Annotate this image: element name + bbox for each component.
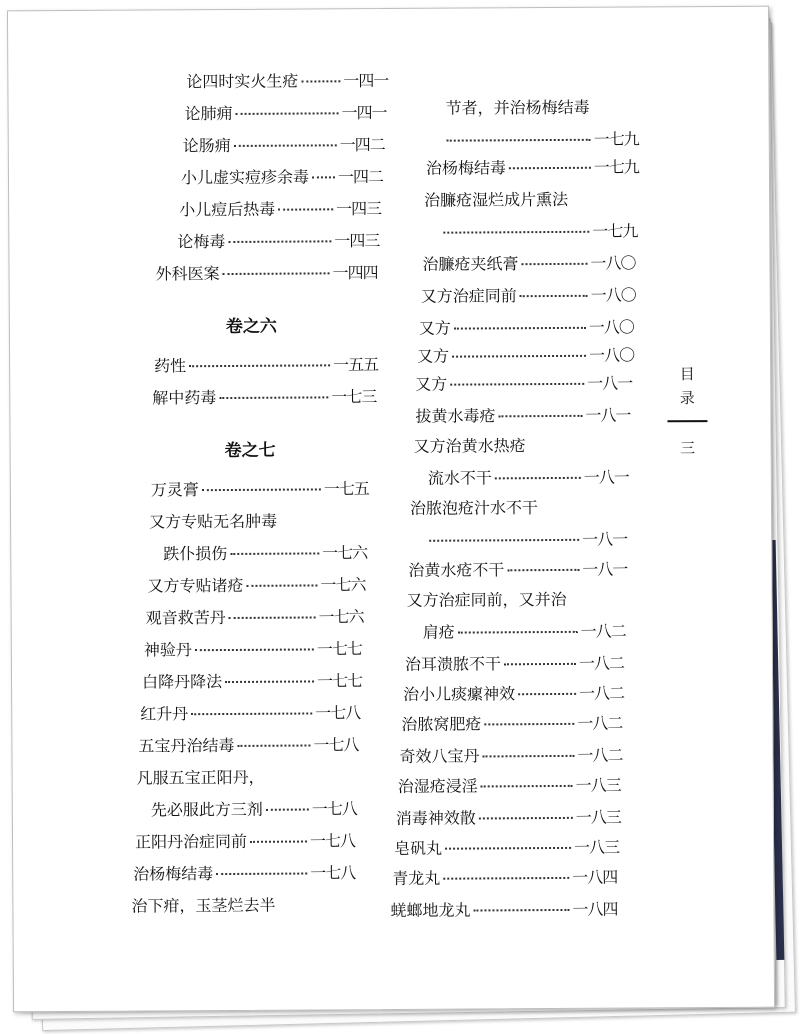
toc-entry[interactable] [415, 374, 632, 395]
toc-entry-page: 一七八 [309, 831, 356, 851]
toc-entry[interactable] [147, 575, 365, 596]
leader-dots [229, 616, 316, 619]
toc-entry-title: 观音救苦丹 [145, 608, 226, 628]
leader-dots [250, 841, 307, 843]
toc-entry[interactable] [138, 735, 358, 756]
toc-entry-title: 跌仆损伤 [163, 544, 228, 564]
toc-entry-title: 拔黄水毒疮 [415, 406, 496, 426]
toc-entry-title: 皂矾丸 [394, 838, 443, 858]
toc-entry-page: 一八一 [582, 559, 628, 579]
leader-dots [223, 272, 330, 275]
toc-entry[interactable] [399, 746, 622, 767]
toc-entry[interactable] [414, 436, 631, 457]
toc-entry-title: 解中药毒 [152, 388, 217, 408]
toc-entry[interactable] [410, 498, 629, 519]
toc-entry[interactable] [394, 838, 619, 859]
toc-entry-title: 又方 [418, 318, 451, 338]
toc-entry-title: 治下疳，玉茎烂去半 [131, 895, 276, 916]
toc-entry-title: 又方 [417, 346, 450, 366]
toc-entry-title: 白降丹降法 [141, 672, 223, 692]
toc-entry-page: 一七八 [311, 799, 357, 819]
leader-dots [507, 569, 579, 571]
toc-entry-title: 又方 [415, 374, 448, 394]
leader-dots [189, 364, 330, 367]
leader-dots [429, 539, 579, 542]
toc-entry-title: 论肺痈 [184, 103, 233, 124]
toc-entry-continuation[interactable] [444, 129, 639, 150]
toc-entry-page: 一四一 [341, 103, 387, 123]
toc-entry-title: 治杨梅结毒 [133, 864, 214, 884]
leader-dots [479, 817, 573, 820]
toc-entry[interactable] [403, 684, 624, 705]
toc-entry-title: 治臁疮夹纸膏 [422, 254, 519, 274]
toc-entry[interactable] [421, 286, 636, 307]
toc-entry[interactable] [142, 671, 362, 692]
toc-entry[interactable] [177, 231, 379, 252]
toc-entry-title: 节者，并治杨梅结毒 [445, 97, 590, 118]
toc-entry[interactable] [398, 776, 621, 797]
leader-dots [518, 693, 576, 695]
toc-entry-page: 一七五 [323, 479, 369, 499]
toc-entry-page: 一七九 [592, 221, 638, 241]
toc-entry[interactable] [183, 135, 385, 156]
toc-entry[interactable] [408, 560, 627, 581]
toc-entry-title: 又方治症同前 [420, 286, 517, 306]
toc-entry-title: 万灵膏 [150, 480, 199, 500]
toc-entry[interactable] [179, 199, 381, 220]
leader-dots [301, 80, 340, 82]
leader-dots [443, 231, 589, 234]
leader-dots [495, 477, 581, 480]
toc-entry[interactable] [424, 189, 639, 210]
toc-entry-title: 论四时实火生疮 [186, 71, 299, 92]
leader-dots [228, 240, 331, 243]
toc-entry-title: 论肠痈 [182, 135, 231, 156]
leader-dots [278, 208, 333, 210]
toc-entry[interactable] [426, 157, 639, 178]
toc-entry-title: 论梅毒 [177, 232, 226, 252]
leader-dots [509, 167, 591, 170]
toc-entry[interactable] [181, 167, 383, 188]
leader-dots [520, 295, 588, 297]
leader-dots [504, 663, 576, 665]
toc-entry-page: 一八三 [573, 837, 620, 857]
toc-entry[interactable] [396, 808, 621, 829]
toc-entry-continuation[interactable] [440, 221, 637, 242]
toc-entry-continuation[interactable] [426, 530, 627, 551]
toc-entry-title: 药性 [154, 356, 187, 376]
toc-entry-page: 一八二 [579, 683, 625, 703]
section-label [665, 362, 710, 460]
toc-entry-title: 肩疮 [422, 622, 455, 642]
toc-entry[interactable] [152, 387, 376, 408]
toc-entry-title: 五宝丹治结毒 [138, 735, 235, 756]
toc-entry-title: 奇效八宝丹 [399, 746, 480, 766]
toc-entry-page: 一八三 [575, 807, 621, 827]
leader-dots [522, 263, 588, 265]
toc-entry[interactable] [417, 346, 634, 367]
toc-entry[interactable] [392, 868, 617, 889]
leader-dots [445, 847, 571, 850]
leader-dots [195, 648, 314, 651]
toc-entry[interactable] [149, 511, 369, 532]
toc-entry[interactable] [137, 767, 359, 788]
toc-entry[interactable] [422, 254, 635, 275]
leader-dots [481, 785, 573, 788]
section-label-char: 录 [679, 389, 695, 408]
toc-entry-page: 一八四 [572, 899, 618, 919]
toc-entry[interactable] [131, 895, 355, 916]
toc-entry-page: 一四二 [337, 167, 384, 187]
toc-entry-title: 凡服五宝正阳丹， [136, 767, 265, 788]
toc-entry[interactable] [140, 703, 360, 724]
section-label-char: 目 [679, 365, 695, 384]
toc-entry-page: 一八一 [587, 373, 633, 393]
toc-entry[interactable] [419, 318, 634, 339]
toc-entry-title: 治小儿痰瘰神效 [403, 684, 516, 704]
toc-entry-title: 治脓窝肥疮 [401, 714, 482, 734]
toc-entry[interactable] [428, 468, 629, 489]
toc-entry-page: 一八一 [585, 405, 631, 425]
toc-entry-page: 一七六 [320, 575, 366, 595]
leader-dots [234, 144, 337, 147]
leader-dots [246, 584, 317, 586]
leader-dots [450, 383, 584, 386]
leader-dots [225, 680, 314, 683]
toc-entry-title: 青龙丸 [392, 868, 441, 888]
toc-entry-title: 又方治黄水热疮 [413, 436, 526, 456]
leader-dots [483, 755, 575, 758]
toc-entry[interactable] [163, 543, 367, 564]
leader-dots [473, 909, 569, 912]
toc-page [7, 6, 775, 1013]
leader-dots [452, 355, 586, 358]
toc-entry-page: 一五五 [333, 355, 379, 375]
page-number: 三 [680, 439, 696, 458]
toc-entry-page: 一四三 [334, 231, 380, 251]
toc-entry-page: 一七八 [310, 863, 356, 883]
toc-entry-page: 一七七 [316, 671, 363, 691]
toc-entry[interactable] [151, 799, 357, 820]
toc-entry-title: 小儿虚实痘疹余毒 [180, 167, 310, 188]
leader-dots [216, 873, 307, 876]
leader-dots [219, 396, 328, 399]
toc-entry-title: 又方治症同前，又并治 [406, 589, 567, 610]
toc-entry[interactable] [133, 863, 355, 884]
volume-heading: 卷之七 [224, 440, 276, 462]
toc-entry[interactable] [390, 900, 617, 921]
toc-entry[interactable] [423, 622, 626, 643]
toc-entry[interactable] [156, 263, 378, 284]
toc-entry-page: 一八一 [583, 467, 629, 487]
toc-entry[interactable] [405, 654, 624, 675]
toc-entry-title: 小儿痘后热毒 [179, 199, 276, 220]
leader-dots [443, 877, 569, 880]
leader-dots [498, 415, 582, 418]
toc-entry-title: 流水不干 [427, 468, 492, 488]
toc-entry-title: 消毒神效散 [395, 808, 476, 828]
leader-dots [447, 139, 591, 142]
toc-entry-title: 又方专贴无名肿毒 [149, 511, 278, 532]
toc-entry[interactable] [401, 714, 622, 735]
toc-entry-page: 一八二 [577, 713, 623, 733]
toc-entry-page: 一七八 [313, 735, 359, 755]
toc-entry[interactable] [154, 355, 378, 376]
toc-entry-page: 一八〇 [590, 285, 636, 305]
toc-entry[interactable] [151, 479, 369, 500]
toc-right-column [383, 7, 639, 921]
toc-entry[interactable] [407, 590, 628, 611]
toc-entry-page: 一八二 [578, 653, 625, 673]
toc-entry-title: 治耳溃脓不干 [404, 654, 502, 674]
toc-entry-page: 一四一 [343, 71, 389, 91]
toc-entry-page: 一四三 [336, 199, 382, 219]
leader-dots [202, 488, 321, 491]
toc-entry-title: 又方专贴诸疮 [147, 575, 244, 596]
toc-entry[interactable] [186, 71, 388, 92]
toc-entry-page: 一八〇 [590, 253, 636, 273]
toc-entry[interactable] [144, 639, 362, 660]
leader-dots [236, 112, 339, 115]
toc-entry[interactable] [185, 103, 387, 124]
toc-entry-page: 一八一 [582, 529, 628, 549]
toc-entry-page: 一八四 [572, 867, 618, 887]
toc-entry[interactable] [445, 97, 638, 118]
toc-entry-title: 正阳丹治症同前 [134, 831, 248, 852]
leader-dots [458, 631, 578, 634]
toc-entry[interactable] [135, 831, 355, 852]
leader-dots [454, 327, 586, 330]
toc-left-column [108, 9, 389, 916]
leader-dots [230, 552, 319, 555]
toc-entry-title: 治黄水疮不干 [408, 560, 505, 580]
toc-entry-page: 一八二 [580, 621, 626, 641]
leader-dots [237, 744, 310, 746]
toc-entry-title: 神验丹 [143, 640, 192, 660]
toc-entry-page: 一七七 [316, 639, 362, 659]
toc-entry-page: 一七三 [331, 387, 377, 407]
toc-entry-page: 一四二 [339, 135, 385, 155]
toc-entry-title: 治脓泡疮汁水不干 [409, 498, 539, 518]
leader-dots [484, 723, 574, 726]
section-divider [667, 420, 707, 422]
toc-entry-page: 一七九 [593, 157, 639, 177]
toc-entry-page: 一四四 [332, 263, 378, 283]
toc-entry-page: 一七九 [593, 129, 639, 149]
toc-entry-page: 一七六 [318, 607, 364, 627]
toc-entry-title: 治臁疮湿烂成片熏法 [424, 189, 569, 210]
toc-entry-page: 一八二 [577, 745, 623, 765]
volume-heading: 卷之六 [225, 316, 277, 338]
leader-dots [312, 176, 335, 178]
toc-entry-page: 一七八 [315, 703, 361, 723]
leader-dots [266, 809, 309, 811]
toc-entry-title: 先必服此方三剂 [150, 799, 263, 820]
toc-entry-title: 治杨梅结毒 [425, 158, 506, 178]
toc-entry[interactable] [415, 406, 630, 427]
leader-dots [191, 712, 312, 715]
toc-entry-title: 红升丹 [140, 704, 189, 724]
toc-entry-title: 治湿疮浸淫 [397, 776, 478, 796]
toc-entry-page: 一八〇 [588, 345, 635, 365]
toc-entry[interactable] [146, 607, 364, 628]
toc-entry-title: 蜣螂地龙丸 [390, 900, 471, 921]
toc-entry-title: 外科医案 [155, 264, 220, 284]
toc-entry-page: 一七六 [322, 543, 368, 563]
toc-entry-page: 一八〇 [588, 317, 634, 337]
toc-entry-page: 一八三 [575, 775, 621, 795]
